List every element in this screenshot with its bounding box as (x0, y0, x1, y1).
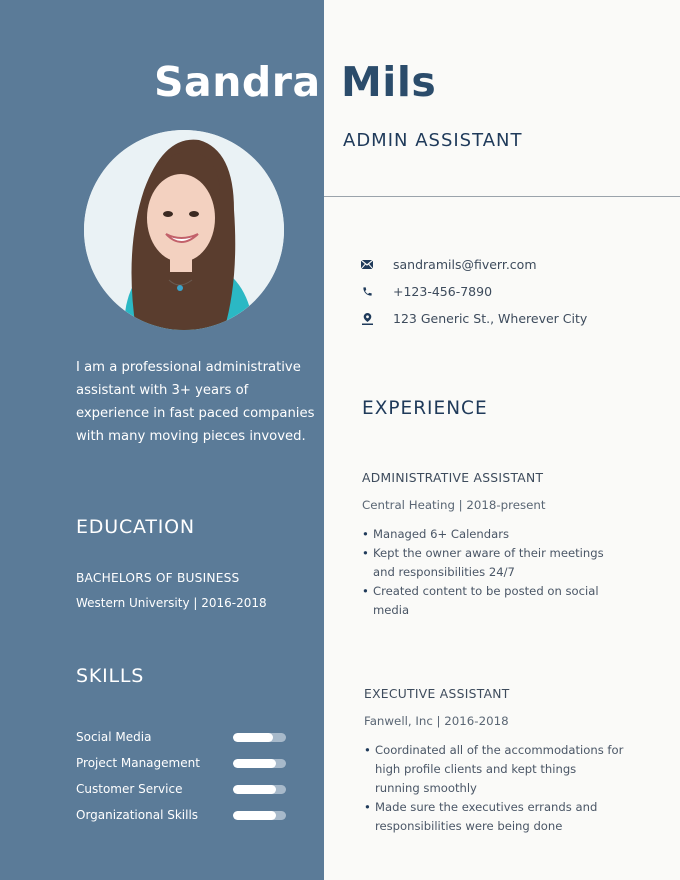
envelope-icon (360, 258, 374, 272)
education-heading: EDUCATION (76, 516, 195, 538)
contact-email[interactable] (360, 251, 587, 278)
job-title: ADMIN ASSISTANT (343, 130, 523, 151)
skill-name: Project Management (76, 756, 200, 770)
experience-heading: EXPERIENCE (362, 398, 488, 419)
job-bullet: • Made sure the executives errands and responsibilities were being done (375, 798, 624, 836)
email-text: sandramils@fiverr.com (393, 257, 537, 272)
location-pin-icon (360, 312, 374, 326)
education-school: Western University | 2016-2018 (76, 596, 267, 610)
skill-level-bar (233, 733, 286, 742)
first-name: Sandra (154, 58, 321, 106)
job-entry (364, 687, 624, 836)
contact-list (360, 251, 587, 332)
last-name: Mils (341, 58, 437, 106)
skill-level-bar (233, 759, 286, 768)
education-degree: BACHELORS OF BUSINESS (76, 571, 240, 585)
address-text: 123 Generic St., Wherever City (393, 311, 588, 326)
skill-name: Customer Service (76, 782, 183, 796)
skill-level-fill (233, 733, 273, 742)
skill-level-fill (233, 811, 276, 820)
job-bullet: • Kept the owner aware of their meetings and responsibilities 24/7 (373, 544, 622, 582)
skill-name: Social Media (76, 730, 152, 744)
phone-icon (360, 285, 374, 299)
profile-summary: I am a professional administrative assistant with 3+ years of experience in fast paced companies with many moving pieces invoved. (76, 360, 315, 444)
job-entry-company: Fanwell, Inc | 2016-2018 (364, 714, 509, 728)
skill-level-fill (233, 785, 276, 794)
skill-level-bar (233, 811, 286, 820)
skill-item (76, 724, 286, 750)
skill-item (76, 776, 286, 802)
skill-item (76, 802, 286, 828)
skill-level-bar (233, 785, 286, 794)
job-bullet: • Coordinated all of the accommodations for high profile clients and kept things running smoothly (375, 741, 624, 798)
job-bullet-list (362, 525, 622, 620)
job-bullet: • Managed 6+ Calendars (373, 525, 622, 544)
profile-photo (84, 130, 284, 330)
skill-level-fill (233, 759, 276, 768)
contact-address (360, 305, 587, 332)
skills-list (76, 724, 286, 828)
skill-name: Organizational Skills (76, 808, 199, 822)
portrait-illustration (84, 130, 284, 330)
job-entry-title: ADMINISTRATIVE ASSISTANT (362, 471, 544, 485)
skills-heading: SKILLS (76, 665, 145, 687)
contact-phone[interactable] (360, 278, 587, 305)
phone-text: +123-456-7890 (393, 284, 493, 299)
job-entry-title: EXECUTIVE ASSISTANT (364, 687, 510, 701)
job-bullet-list (364, 741, 624, 836)
job-bullet: • Created content to be posted on social media (373, 582, 622, 620)
job-entry-company: Central Heating | 2018-present (362, 498, 546, 512)
job-entry (362, 471, 622, 620)
header-divider (324, 196, 680, 197)
skill-item (76, 750, 286, 776)
